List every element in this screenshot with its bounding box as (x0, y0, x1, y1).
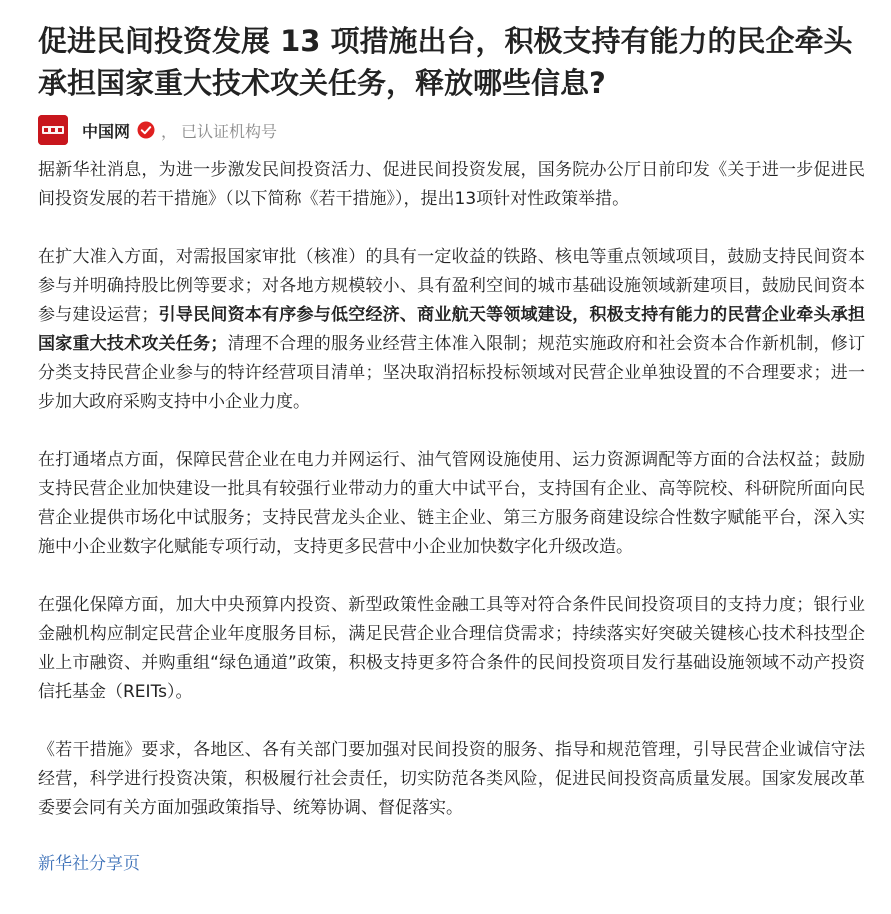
author-logo[interactable] (38, 115, 68, 145)
author-certification: 已认证机构号 (181, 121, 278, 141)
author-name[interactable]: 中国网 (82, 121, 131, 141)
paragraph-market-access (38, 243, 865, 417)
china-net-logo-icon (38, 115, 68, 145)
verified-badge-icon (137, 121, 155, 139)
article-title: 促进民间投资发展 13 项措施出台，积极支持有能力的民企牵头承担国家重大技术攻关任务，释放哪些信息? (38, 24, 853, 100)
paragraph-bold-text: 引导民间资本有序参与低空经济、商业航天等领域建设，积极支持有能力的民营企业牵头承担国家重大技术攻关任务； (38, 305, 866, 354)
article-body (38, 156, 865, 879)
paragraph-requirements: 《若干措施》要求，各地区、各有关部门要加强对民间投资的服务、指导和规范管理，引导民营企业诚信守法经营，科学进行投资决策，积极履行社会责任，切实防范各类风险，促进民间投资高质量发展。国家发展改革委要会同有关方面加强政策指导、统筹协调、督促落实。 (38, 740, 865, 818)
paragraph-text: 清理不合理的服务业经营主体准入限制；规范实施政府和社会资本合作新机制，修订分类支持民营企业参与的特许经营项目清单；坚决取消招标投标领域对民营企业单独设置的不合理要求；进一步加大政府采购支持中小企业力度。 (38, 334, 866, 412)
paragraph-bottlenecks: 在打通堵点方面，保障民营企业在电力并网运行、油气管网设施使用、运力资源调配等方面的合法权益；鼓励支持民营企业加快建设一批具有较强行业带动力的重大中试平台，支持国有企业、高等院校、科研院所面向民营企业提供市场化中试服务；支持民营龙头企业、链主企业、第三方服务商建设综合性数字赋能平台，深入实施中小企业数字化赋能专项行动，支持更多民营中小企业加快数字化升级改造。 (38, 450, 865, 557)
author-row (38, 114, 865, 146)
paragraph-text: 在扩大准入方面，对需报国家审批（核准）的具有一定收益的铁路、核电等重点领域项目，鼓励支持民间资本参与并明确持股比例等要求；对各地方规模较小、具有盈利空间的城市基础设施领域新建项目，鼓励民间资本参与建设运营； (38, 247, 865, 325)
paragraph-intro: 据新华社消息，为进一步激发民间投资活力、促进民间投资发展，国务院办公厅日前印发《关于进一步促进民间投资发展的若干措施》（以下简称《若干措施》），提出13项针对性政策举措。 (38, 160, 865, 209)
source-link[interactable]: 新华社分享页 (38, 854, 140, 874)
author-separator: ， (161, 121, 178, 141)
paragraph-safeguards: 在强化保障方面，加大中央预算内投资、新型政策性金融工具等对符合条件民间投资项目的支持力度；银行业金融机构应制定民营企业年度服务目标，满足民营企业合理信贷需求；持续落实好突破关键核心技术科技型企业上市融资、并购重组“绿色通道”政策，积极支持更多符合条件的民间投资项目发行基础设施领域不动产投资信托基金（REITs）。 (38, 595, 865, 702)
